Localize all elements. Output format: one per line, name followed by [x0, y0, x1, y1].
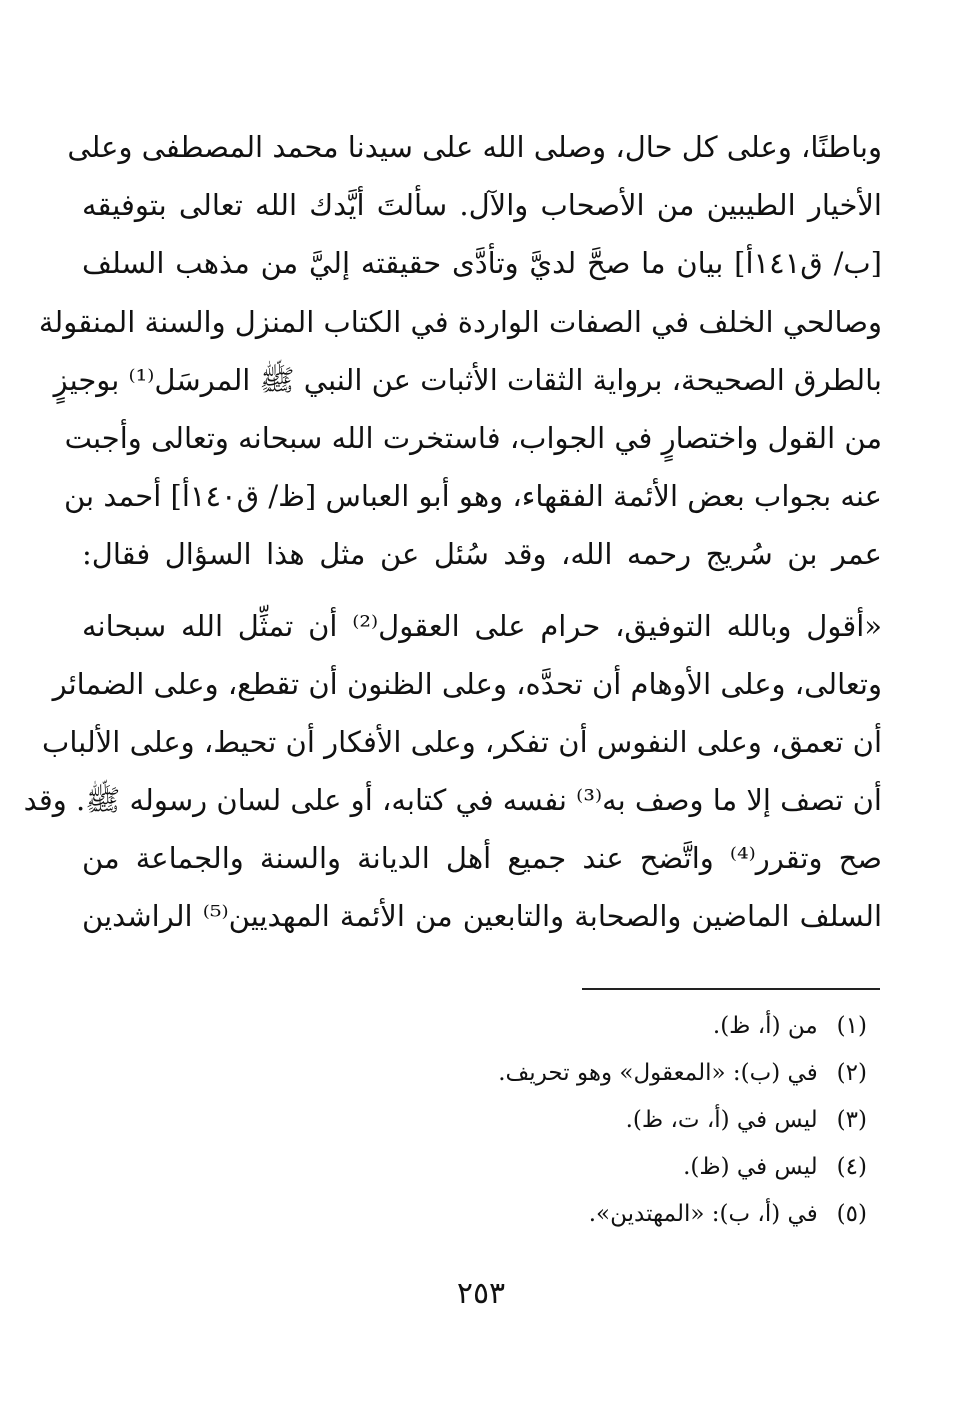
- page-number: ٢٥٣: [456, 1276, 506, 1311]
- footnotes: [267, 1003, 867, 1238]
- paragraph-gap: [82, 584, 882, 597]
- footnote-separator: [582, 988, 880, 990]
- footnote-number: (٣): [836, 1107, 867, 1133]
- text-line: وصالحي الخلف في الصفات الواردة في الكتاب المنزل والسنة المنقولة: [38, 304, 882, 339]
- text-line: «أقول وبالله التوفيق، حرام على العقول⁽²⁾ أن تمثِّل الله سبحانه: [82, 608, 882, 643]
- footnote-item: [267, 1191, 867, 1238]
- text-line: وتعالى، وعلى الأوهام أن تحدَّه، وعلى الظنون أن تقطع، وعلى الضمائر: [52, 666, 882, 701]
- footnote-number: (٢): [836, 1060, 867, 1086]
- footnote-text: ليس في (ظ).: [683, 1154, 818, 1180]
- footnote-item: [267, 1003, 867, 1050]
- footnote-item: [267, 1097, 867, 1144]
- footnote-number: (٤): [836, 1154, 867, 1180]
- footnote-item: [267, 1144, 867, 1191]
- text-line: أن تصف إلا ما وصف به⁽³⁾ نفسه في كتابه، أو على لسان رسوله ﷺ. وقد: [23, 783, 882, 818]
- text-line: الأخيار الطيبين من الأصحاب والآل. سألتَ أيَّدك الله تعالى بتوفيقه: [82, 188, 882, 223]
- footnote-text: ليس في (أ، ت، ظ).: [625, 1107, 818, 1133]
- paragraph-1: [38, 118, 882, 584]
- text-line: صح وتقرر⁽⁴⁾ واتَّضح عند جميع أهل الديانة والسنة والجماعة من: [82, 841, 883, 876]
- paragraph-2: [23, 597, 883, 946]
- footnote-number: (٥): [836, 1201, 867, 1227]
- main-text: [23, 118, 883, 946]
- footnote-text: في (ب): «المعقول» وهو تحريف.: [498, 1060, 818, 1086]
- text-line: السلف الماضين والصحابة والتابعين من الأئمة المهديين⁽⁵⁾ الراشدين: [82, 899, 883, 934]
- text-line: بالطرق الصحيحة، برواية الثقات الأثبات عن النبي ﷺ المرسَل⁽¹⁾ بوجيزٍ: [53, 362, 882, 397]
- footnote-text: من (أ، ظ).: [712, 1013, 818, 1039]
- text-line: [ب/ ق١٤١أ] بيان ما صحَّ لديَّ وتأدَّى حقيقته إليَّ من مذهب السلف: [82, 246, 882, 281]
- text-line: أن تعمق، وعلى النفوس أن تفكر، وعلى الأفكار أن تحيط، وعلى الألباب: [42, 724, 882, 759]
- text-line: عنه بجواب بعض الأئمة الفقهاء، وهو أبو العباس [ظ/ ق١٤٠أ] أحمد بن: [63, 479, 882, 514]
- footnote-text: في (أ، ب): «المهتدين».: [588, 1201, 818, 1227]
- text-line: عمر بن سُريج رحمه الله، وقد سُئل عن مثل هذا السؤال فقال:: [82, 537, 882, 572]
- text-line: وباطنًا، وعلى كل حال، وصلى الله على سيدنا محمد المصطفى وعلى: [67, 130, 882, 164]
- text-line: من القول واختصارٍ في الجواب، فاستخرت الله سبحانه وتعالى وأجبت: [64, 420, 882, 455]
- footnote-number: (١): [836, 1013, 867, 1039]
- footnote-item: [267, 1050, 867, 1097]
